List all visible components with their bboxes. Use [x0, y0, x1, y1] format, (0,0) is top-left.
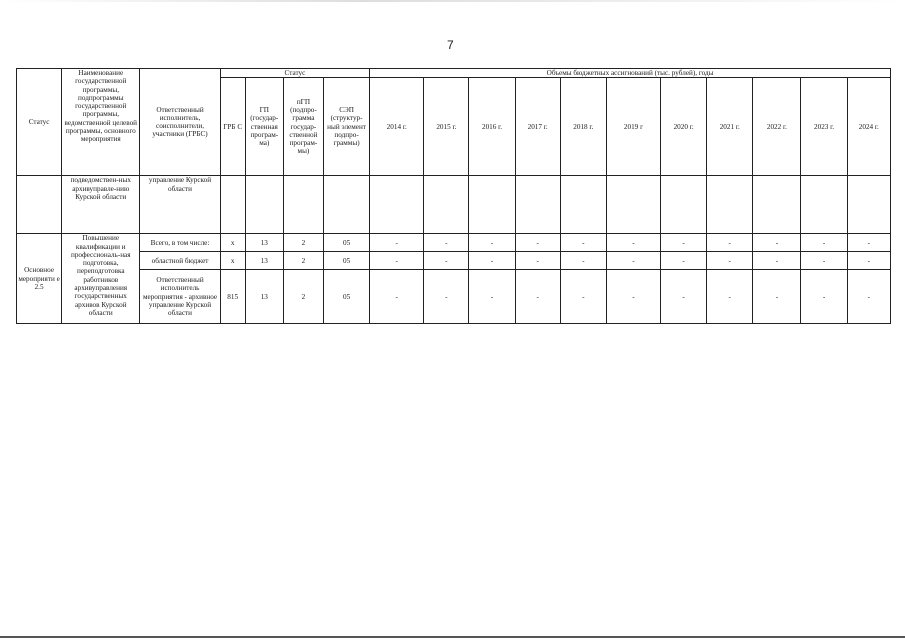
value-cell: -	[801, 270, 847, 324]
value-cell: -	[515, 270, 560, 324]
grbs-cell: 815	[220, 270, 245, 324]
scan-edge-bottom	[0, 636, 905, 638]
header-year: 2017 г.	[515, 78, 560, 176]
value-cell: -	[370, 234, 424, 252]
header-year: 2024 г.	[847, 78, 890, 176]
header-status: Статус	[17, 69, 62, 176]
header-year: 2022 г.	[753, 78, 801, 176]
value-cell: -	[707, 270, 753, 324]
grbs-cell: х	[220, 234, 245, 252]
value-cell: -	[424, 234, 469, 252]
value-cell: -	[606, 234, 660, 252]
pgp-cell: 2	[283, 234, 323, 252]
value-cell: -	[661, 252, 707, 270]
table-row	[17, 234, 891, 252]
responsible-cell: областной бюджет	[140, 252, 220, 270]
value-cell: -	[560, 252, 606, 270]
value-cell: -	[847, 234, 890, 252]
value-cell: -	[606, 270, 660, 324]
responsible-cell: Ответственный исполнитель мероприятия - архивное управление Курской области	[140, 270, 220, 324]
pgp-cell: 2	[283, 270, 323, 324]
value-cell: -	[424, 270, 469, 324]
value-cell: -	[606, 252, 660, 270]
value-cell: -	[707, 234, 753, 252]
header-grbs: ГРБ С	[220, 78, 245, 176]
page-number: 7	[447, 38, 454, 52]
responsible-cell: Всего, в том числе:	[140, 234, 220, 252]
header-year: 2014 г.	[370, 78, 424, 176]
continuation-row	[17, 176, 891, 234]
scan-edge-top	[0, 0, 905, 2]
header-budget-group: Объемы бюджетных ассигнований (тыс. рублей), годы	[370, 69, 891, 78]
pgp-cell: 2	[283, 252, 323, 270]
sep-cell: 05	[323, 270, 369, 324]
header-sep: СЭП (структур-ный элемент подпро-граммы)	[323, 78, 369, 176]
gp-cell: 13	[245, 234, 283, 252]
value-cell: -	[847, 252, 890, 270]
value-cell: -	[753, 234, 801, 252]
grbs-cell: х	[220, 252, 245, 270]
header-year: 2019 г	[606, 78, 660, 176]
value-cell: -	[707, 252, 753, 270]
header-row-top	[17, 69, 891, 78]
sep-cell: 05	[323, 252, 369, 270]
value-cell: -	[424, 252, 469, 270]
value-cell: -	[515, 234, 560, 252]
measure-name-cell: Повышение квалификации и профессиональ-ная подготовка, переподготовка работников архивуправления государственных архивов Курской области	[62, 234, 140, 324]
value-cell: -	[469, 270, 515, 324]
cont-status-cell	[17, 176, 62, 234]
header-year: 2021 г.	[707, 78, 753, 176]
value-cell: -	[753, 270, 801, 324]
value-cell: -	[801, 252, 847, 270]
value-cell: -	[370, 270, 424, 324]
sep-cell: 05	[323, 234, 369, 252]
header-year: 2023 г.	[801, 78, 847, 176]
measure-status-cell: Основное мероприяти е 2.5	[17, 234, 62, 324]
table-row	[17, 252, 891, 270]
header-gp: ГП (государ-ственная програм-ма)	[245, 78, 283, 176]
gp-cell: 13	[245, 252, 283, 270]
value-cell: -	[753, 252, 801, 270]
header-year: 2018 г.	[560, 78, 606, 176]
value-cell: -	[801, 234, 847, 252]
header-year: 2016 г.	[469, 78, 515, 176]
value-cell: -	[661, 270, 707, 324]
gp-cell: 13	[245, 270, 283, 324]
value-cell: -	[370, 252, 424, 270]
value-cell: -	[560, 270, 606, 324]
header-name: Наименование государственной программы, подпрограммы государственной программы, ведомственной целевой программы, основного мероприятия	[62, 69, 140, 176]
cont-name-cell: подведомствен-ных архивуправле-нию Курской области	[62, 176, 140, 234]
cont-responsible-cell: управление Курской области	[140, 176, 220, 234]
value-cell: -	[560, 234, 606, 252]
header-status-group: Статус	[220, 69, 369, 78]
table-row	[17, 270, 891, 324]
header-year: 2020 г.	[661, 78, 707, 176]
header-responsible: Ответственный исполнитель, соисполнители, участники (ГРБС)	[140, 69, 220, 176]
value-cell: -	[847, 270, 890, 324]
value-cell: -	[515, 252, 560, 270]
value-cell: -	[469, 252, 515, 270]
header-year: 2015 г.	[424, 78, 469, 176]
value-cell: -	[661, 234, 707, 252]
value-cell: -	[469, 234, 515, 252]
header-pgp: пГП (подпро-грамма государ-ственной програм-мы)	[283, 78, 323, 176]
budget-table	[16, 68, 891, 324]
